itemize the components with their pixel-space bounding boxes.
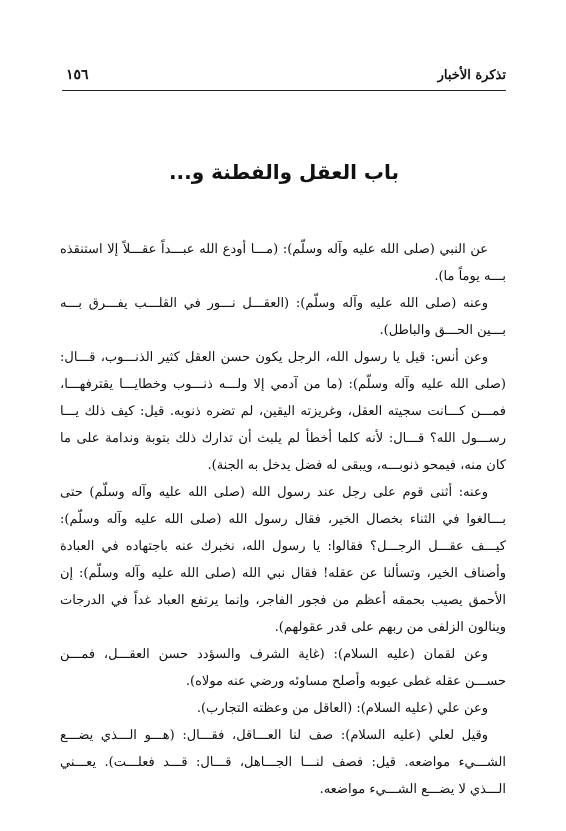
paragraph: وقيل لعلي (عليه السلام): صف لنا العـــاقل، فقـــال: (هـــو الـــذي يضـــع الشـــيء مواضعه. قيل: فصف لنـــا الجـــاهل، قـــال: قـــد فعلـــت). يعـــني الـــذي لا يضـــع الشـــيء مواضعه.: [60, 728, 506, 797]
paragraph: وعنه (صلى الله عليه وآله وسلّم): (العقـــل نـــور في القلـــب يفـــرق بـــه بـــين الحـــق والباطل).: [60, 296, 506, 338]
header-divider: [62, 90, 506, 91]
page-number: ١٥٦: [66, 67, 89, 83]
paragraph: عن النبي (صلى الله عليه وآله وسلّم): (مـــا أودع الله عبـــداً عقـــلاً إلا استنقذه بـــه يوماً ما).: [60, 242, 506, 284]
running-header: [62, 66, 506, 88]
body-text: [60, 236, 506, 803]
paragraph: وعن علي (عليه السلام): (العاقل من وعظته التجارب).: [196, 701, 488, 716]
chapter-title: باب العقل والفطنة و...: [168, 160, 400, 184]
paragraph: وعن أنس: قيل يا رسول الله، الرجل يكون حسن العقل كثير الذنـــوب، قـــال: (صلى الله عليه وآله وسلّم): (ما من آدمي إلا ولـــه ذنـــوب وخطايـــا يقترفهـــا، فمـــن كـــانت سجيته العقل، وغريزته اليقين، لم تضره ذنوبه. قيل: كيف ذلك يـــا رســـول الله؟ قـــال: لأنه كلما أخطأ لم يلبث أن تدارك ذلك بتوبة وندامة على ما كان منه، فيمحو ذنوبـــه، ويبقى له فضل يدخل به الجنة).: [60, 350, 506, 473]
running-header-title: تذكرة الأخبار: [437, 68, 506, 83]
paragraph: وعنه: أثنى قوم على رجل عند رسول الله (صلى الله عليه وآله وسلّم) حتى بـــالغوا في الثناء بخصال الخير، فقال رسول الله (صلى الله عليه وآله وسلّم): كيـــف عقـــل الرجـــل؟ فقالوا: يا رسول الله، نخبرك عنه باجتهاده في العبادة وأصناف الخير، وتسألنا عن عقله! فقال نبي الله (صلى الله عليه وآله وسلّم): إن الأحمق يصيب بحمقه أعظم من فجور الفاجر، وإنما يرتفع العباد غداً في الدرجات وينالون الزلفى من ربهم على قدر عقولهم).: [60, 485, 506, 635]
paragraph: وعن لقمان (عليه السلام): (غاية الشرف والسؤدد حسن العقـــل، فمـــن حســـن عقله غطى عيوبه وأصلح مساوئه ورضي عنه مولاه).: [60, 647, 506, 689]
